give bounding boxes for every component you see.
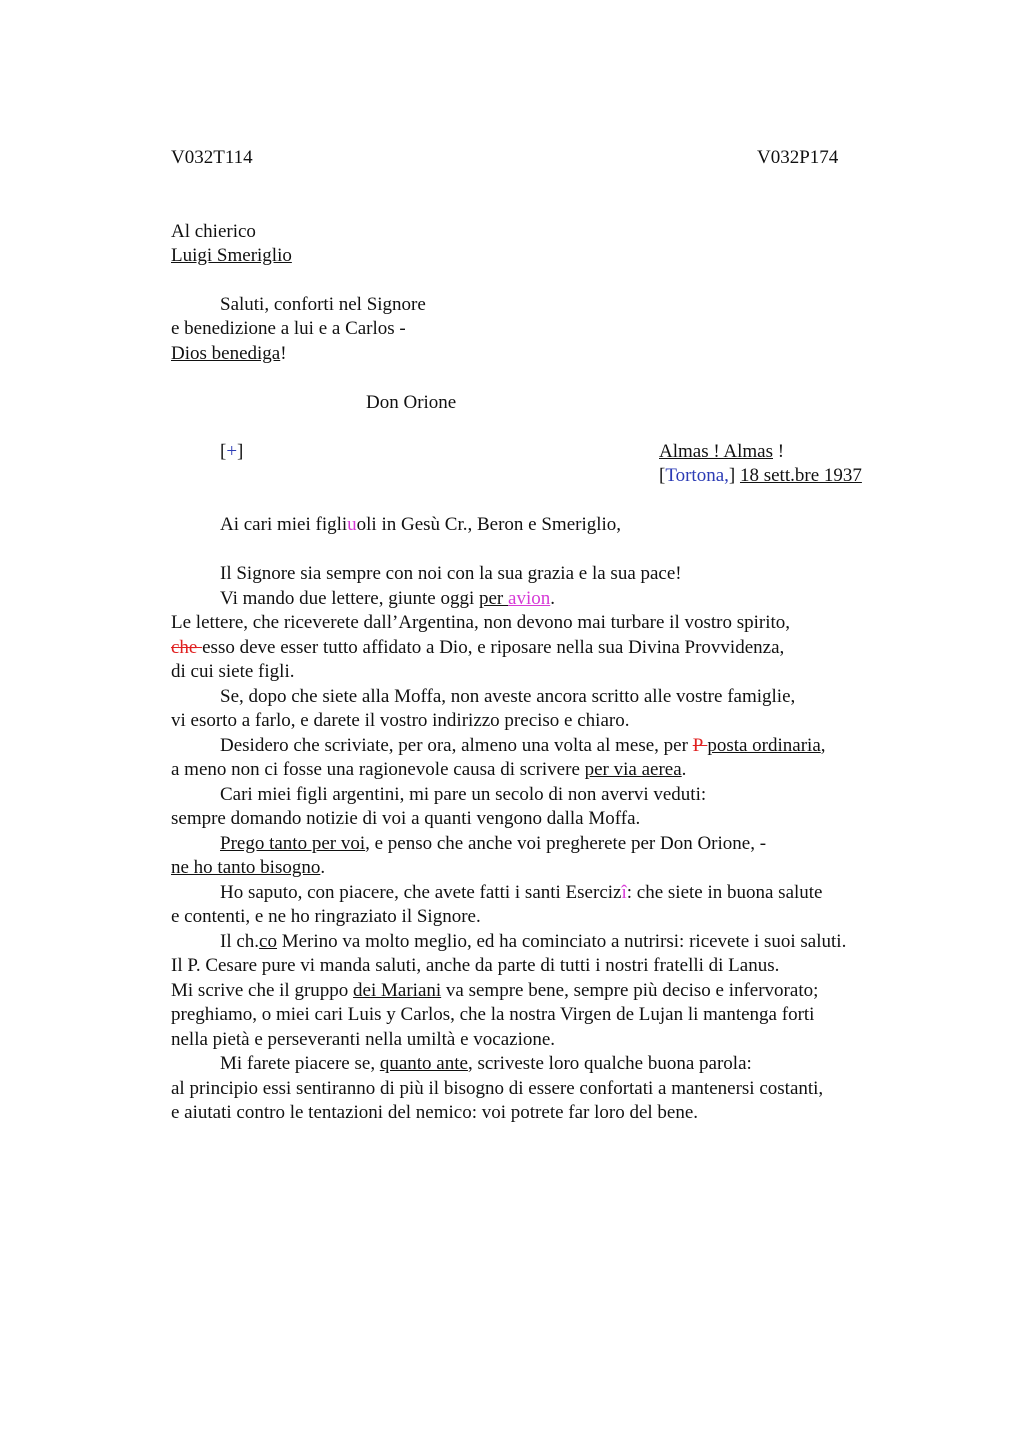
body-line: Vi mando due lettere, giunte oggi per avion. bbox=[220, 587, 555, 609]
document-code-right: V032P174 bbox=[757, 147, 839, 168]
document-code-left: V032T114 bbox=[171, 147, 253, 168]
cross-icon: + bbox=[226, 441, 238, 462]
cross-mark: [+] bbox=[220, 441, 244, 462]
body-line: Il Signore sia sempre con noi con la sua grazia e la sua pace! bbox=[220, 563, 682, 584]
blessing-underlined: Dios benediga bbox=[171, 343, 281, 364]
body-line: a meno non ci fosse una ragionevole causa di scrivere per via aerea. bbox=[171, 759, 687, 780]
note-line-1: Saluti, conforti nel Signore bbox=[220, 294, 426, 315]
motto: Almas ! Almas ! bbox=[659, 441, 785, 462]
body-line: che esso deve esser tutto affidato a Dio, e riposare nella sua Divina Provvidenza, bbox=[171, 636, 785, 658]
body-line: di cui siete figli. bbox=[171, 661, 295, 682]
body-line: Mi scrive che il gruppo dei Mariani va sempre bene, sempre più deciso e infervorato; bbox=[171, 979, 819, 1001]
letter-body bbox=[171, 562, 931, 1126]
body-line: Il ch.co Merino va molto meglio, ed ha cominciato a nutrirsi: ricevete i suoi saluti. bbox=[220, 930, 847, 952]
body-line: Desidero che scriviate, per ora, almeno una volta al mese, per P posta ordinaria, bbox=[220, 734, 826, 756]
body-line: Mi farete piacere se, quanto ante, scriveste loro qualche buona parola: bbox=[220, 1053, 752, 1074]
body-line: e contenti, e ne ho ringraziato il Signore. bbox=[171, 906, 481, 927]
editorial-insertion: u bbox=[347, 514, 357, 535]
letter-date: 18 sett.bre 1937 bbox=[739, 465, 862, 486]
body-line: al principio essi sentiranno di più il bisogno di essere confortati a mantenersi costanti, bbox=[171, 1077, 824, 1099]
address-line-1: Al chierico bbox=[171, 221, 256, 242]
body-line: Cari miei figli argentini, mi pare un secolo di non avervi veduti: bbox=[220, 783, 707, 805]
body-line: nella pietà e perseveranti nella umiltà e vocazione. bbox=[171, 1028, 556, 1050]
place-date: [Tortona,] 18 sett.bre 1937 bbox=[659, 465, 862, 486]
editorial-insertion: avion bbox=[508, 587, 551, 609]
deleted-text: P bbox=[692, 734, 708, 756]
body-line: e aiutati contro le tentazioni del nemico: voi potrete far loro del bene. bbox=[171, 1102, 699, 1123]
body-line: Il P. Cesare pure vi manda saluti, anche da parte di tutti i nostri fratelli di Lanus. bbox=[171, 955, 780, 976]
editorial-insertion: î bbox=[621, 881, 627, 903]
address-recipient-name: Luigi Smeriglio bbox=[171, 245, 292, 266]
note-signature: Don Orione bbox=[366, 392, 457, 413]
deleted-text: che bbox=[171, 636, 203, 658]
body-line: Prego tanto per voi, e penso che anche voi pregherete per Don Orione, - bbox=[220, 832, 767, 854]
body-line: vi esorto a farlo, e darete il vostro indirizzo preciso e chiaro. bbox=[171, 710, 630, 731]
blessing-tail: ! bbox=[280, 343, 287, 364]
note-line-2: e benedizione a lui e a Carlos - bbox=[171, 318, 406, 339]
place-name: Tortona, bbox=[665, 465, 729, 486]
body-line: Se, dopo che siete alla Moffa, non aveste ancora scritto alle vostre famiglie, bbox=[220, 685, 796, 707]
body-line: preghiamo, o miei cari Luis y Carlos, che la nostra Virgen de Lujan li mantenga forti bbox=[171, 1004, 815, 1025]
salutation: Ai cari miei figliuoli in Gesù Cr., Beron e Smeriglio, bbox=[220, 514, 622, 535]
motto-underlined: Almas ! Almas bbox=[659, 441, 773, 462]
body-line: Le lettere, che riceverete dall’Argentina, non devono mai turbare il vostro spirito, bbox=[171, 612, 791, 633]
body-line: ne ho tanto bisogno. bbox=[171, 857, 326, 878]
body-line: Ho saputo, con piacere, che avete fatti i santi Esercizî: che siete in buona salute bbox=[220, 881, 823, 903]
note-line-3 bbox=[171, 342, 287, 366]
body-line: sempre domando notizie di voi a quanti vengono dalla Moffa. bbox=[171, 808, 641, 829]
